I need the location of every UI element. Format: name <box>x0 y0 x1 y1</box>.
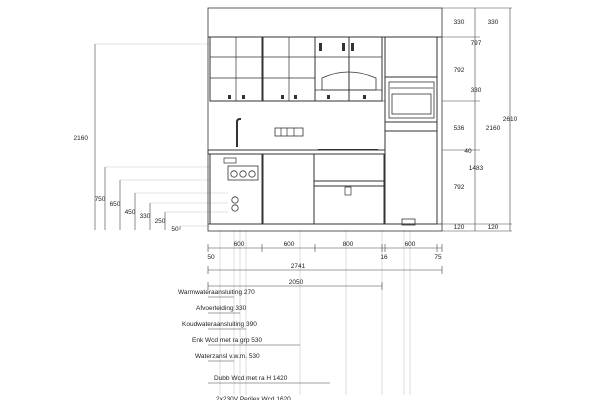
connection-label: Enk Wcd met ra grp 530 <box>192 337 263 344</box>
dim-right-a-792-top: 792 <box>453 67 465 74</box>
bottom-dimension-lines <box>208 244 442 290</box>
connection-label: Koudwateraansluiting 390 <box>182 321 257 328</box>
dim-width-600-a: 600 <box>233 241 245 248</box>
worktop <box>208 150 385 154</box>
dim-right-a-792-bottom: 792 <box>453 184 465 191</box>
connection-symbols <box>228 166 415 225</box>
tall-cabinet <box>385 37 437 224</box>
dim-right-a-536: 536 <box>453 125 465 132</box>
kitchen-frame <box>208 8 442 231</box>
dim-sub-width: 2050 <box>288 279 304 286</box>
dim-width-600-b: 600 <box>283 241 295 248</box>
connection-label: Dubb Wcd met ra H 1420 <box>214 375 288 382</box>
dim-tick-50: 50 <box>207 254 215 261</box>
dim-right-b-1483: 1483 <box>468 165 484 172</box>
connection-label: Warmwateraansluiting 270 <box>178 289 255 296</box>
dim-width-600-c: 600 <box>404 241 416 248</box>
dim-left-total: 2160 <box>73 135 88 142</box>
dim-right-b-330-top: 330 <box>487 19 499 26</box>
dim-right-b-40: 40 <box>464 148 472 155</box>
dim-left-50: 50 <box>171 226 179 233</box>
connection-label: 2x230V Perilex Wcd 1620 <box>216 396 291 400</box>
dim-left-650: 650 <box>109 201 121 208</box>
dim-right-b-797: 797 <box>470 40 482 47</box>
left-dimension-lines <box>95 44 180 230</box>
dim-right-c-2160: 2160 <box>485 125 501 132</box>
dim-right-b-330: 330 <box>470 87 482 94</box>
connection-label: Afvoerleiding 330 <box>196 305 247 312</box>
left-dimension-labels <box>74 135 179 233</box>
dim-right-c-2610: 2610 <box>502 116 518 123</box>
dim-left-450: 450 <box>124 209 136 216</box>
dim-right-b-120: 120 <box>487 224 499 231</box>
connection-labels <box>178 289 291 400</box>
backsplash-area <box>210 101 385 150</box>
dim-width-800: 800 <box>342 241 354 248</box>
right-dimension-labels <box>454 19 518 231</box>
dim-left-330: 330 <box>139 213 151 220</box>
dim-tick-75: 75 <box>434 254 442 261</box>
dim-right-a-330: 330 <box>453 19 465 26</box>
dim-right-a-120: 120 <box>453 224 465 231</box>
dim-left-250: 250 <box>154 218 166 225</box>
dim-overall-width: 2741 <box>290 263 306 270</box>
upper-cabinets <box>210 37 382 101</box>
connection-label: Waterzansl v.w.m. 530 <box>195 353 260 360</box>
dim-tick-16: 16 <box>380 254 388 261</box>
base-cabinets <box>208 154 442 224</box>
dim-left-750: 750 <box>94 196 106 203</box>
